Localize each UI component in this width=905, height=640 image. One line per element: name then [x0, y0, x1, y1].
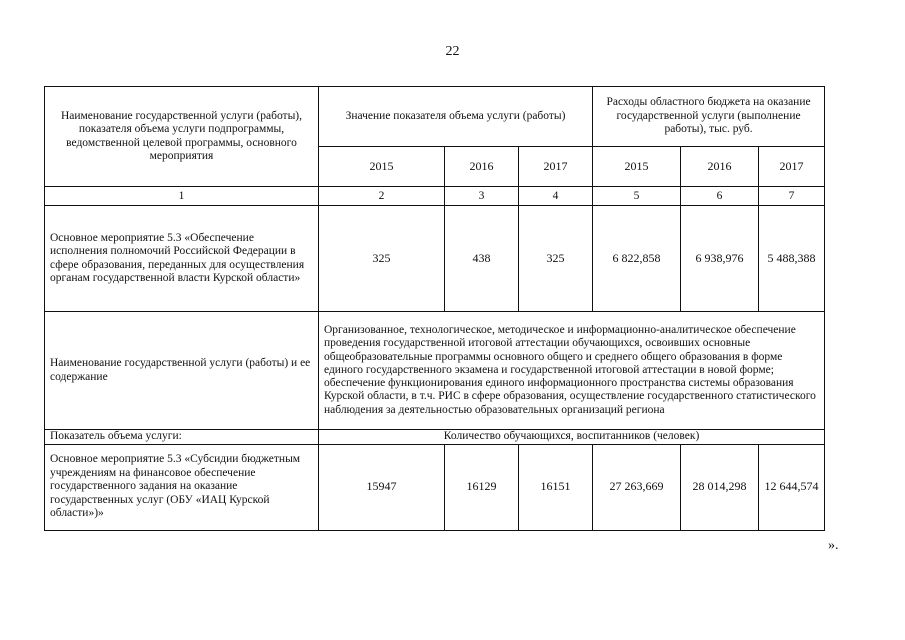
year-cell: 2015: [319, 147, 445, 187]
header-volume-cell: Значение показателя объема услуги (работы): [319, 87, 593, 147]
indicator-label-cell: Показатель объема услуги:: [45, 430, 319, 445]
column-number: 5: [593, 187, 681, 206]
service-description-row: [45, 312, 825, 430]
year-cell: 2017: [519, 147, 593, 187]
header-expense-cell: Расходы областного бюджета на оказание государственной услуги (выполнение работы), тыс. руб.: [593, 87, 825, 147]
value-cell: 27 263,669: [593, 444, 681, 530]
year-cell: 2017: [759, 147, 825, 187]
column-number: 6: [681, 187, 759, 206]
value-cell: 325: [519, 206, 593, 312]
value-cell: 438: [445, 206, 519, 312]
value-cell: 28 014,298: [681, 444, 759, 530]
column-number: 3: [445, 187, 519, 206]
page-number: 22: [445, 44, 460, 59]
value-cell: 325: [319, 206, 445, 312]
indicator-row: [45, 430, 825, 445]
service-content-cell: Организованное, технологическое, методическое и информационно-аналитическое обеспечение проведения государственной итоговой аттестации обучающихся, освоивших основные общеобразовательные программы основного общего и среднего общего образования в форме единого государственного экзамена и государственной итоговой аттестации в новой форме; обеспечение функционирования единого информационного пространства системы образования Курской области, в т.ч. РИС в сфере образования, осуществление государственного статистического наблюдения за деятельностью образовательных организаций региона: [319, 312, 825, 430]
activity-name-cell: Основное мероприятие 5.3 «Обеспечение исполнения полномочий Российской Федерации в сфере образования, переданных для осуществления органам государственной власти Курской области»: [45, 206, 319, 312]
service-label-cell: Наименование государственной услуги (работы) и ее содержание: [45, 312, 319, 430]
column-number-row: [45, 187, 825, 206]
header-row: [45, 87, 825, 147]
value-cell: 6 938,976: [681, 206, 759, 312]
year-cell: 2016: [681, 147, 759, 187]
value-cell: 12 644,574: [759, 444, 825, 530]
year-cell: 2016: [445, 147, 519, 187]
indicator-value-cell: Количество обучающихся, воспитанников (человек): [319, 430, 825, 445]
activity-name-cell: Основное мероприятие 5.3 «Субсидии бюджетным учреждениям на финансовое обеспечение государственного задания на оказание государственных услуг (ОБУ «ИАЦ Курской области»)»: [45, 444, 319, 530]
value-cell: 5 488,388: [759, 206, 825, 312]
column-number: 1: [45, 187, 319, 206]
column-number: 2: [319, 187, 445, 206]
value-cell: 16151: [519, 444, 593, 530]
table-row: [45, 444, 825, 530]
column-number: 7: [759, 187, 825, 206]
value-cell: 15947: [319, 444, 445, 530]
value-cell: 16129: [445, 444, 519, 530]
budget-table: [44, 86, 825, 531]
value-cell: 6 822,858: [593, 206, 681, 312]
column-number: 4: [519, 187, 593, 206]
table-row: [45, 206, 825, 312]
year-cell: 2015: [593, 147, 681, 187]
header-name-cell: Наименование государственной услуги (работы), показателя объема услуги подпрограммы, ведомственной целевой программы, основного мероприятия: [45, 87, 319, 187]
closing-quote: ».: [828, 538, 839, 553]
